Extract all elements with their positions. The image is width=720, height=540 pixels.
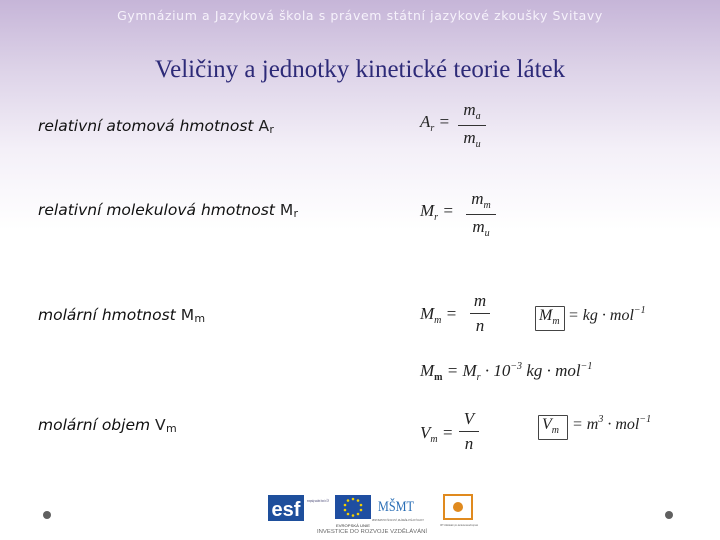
svg-text:evropský sociální fond v ČR: evropský sociální fond v ČR <box>307 498 330 503</box>
svg-text:EVROPSKÁ UNIE: EVROPSKÁ UNIE <box>336 524 371 528</box>
svg-text:OP Vzdělávání pro konkurencesc: OP Vzdělávání pro konkurenceschopnost <box>440 523 479 527</box>
school-header: Gymnázium a Jazyková škola s právem státní jazykové zkoušky Svitavy <box>117 8 603 23</box>
symbol-vm: $V_m$ <box>155 416 177 435</box>
row-label-atomic-mass: relativní atomová hmotnost $A_r$ <box>38 117 275 136</box>
slide-title: Veličiny a jednotky kinetické teorie látek <box>154 56 566 83</box>
svg-text:esf: esf <box>271 499 301 521</box>
row-label-molar-mass: molární hmotnost $M_m$ <box>38 306 206 325</box>
footer-banner: INVESTICE DO ROZVOJE VZDĚLÁVÁNÍ <box>317 529 410 535</box>
symbol-ar: $A_r$ <box>258 117 275 136</box>
svg-text:MINISTERSTVO ŠKOLSTVÍ, MLÁDEŽE: MINISTERSTVO ŠKOLSTVÍ, MLÁDEŽE A TĚLOVÝCHOVY <box>372 518 452 522</box>
eu-flag-logo <box>335 495 371 528</box>
esf-logo <box>268 495 329 521</box>
op-vk-logo <box>440 495 478 527</box>
footer-logos <box>0 489 720 540</box>
row-label-molecular-mass: relativní molekulová hmotnost $M_r$ <box>38 201 299 220</box>
msmt-logo <box>372 498 452 522</box>
svg-text:MŠMT: MŠMT <box>378 499 423 515</box>
symbol-mr: $M_r$ <box>279 201 299 220</box>
symbol-mm: $M_m$ <box>180 306 206 325</box>
row-label-molar-volume: molární objem $V_m$ <box>38 416 177 435</box>
